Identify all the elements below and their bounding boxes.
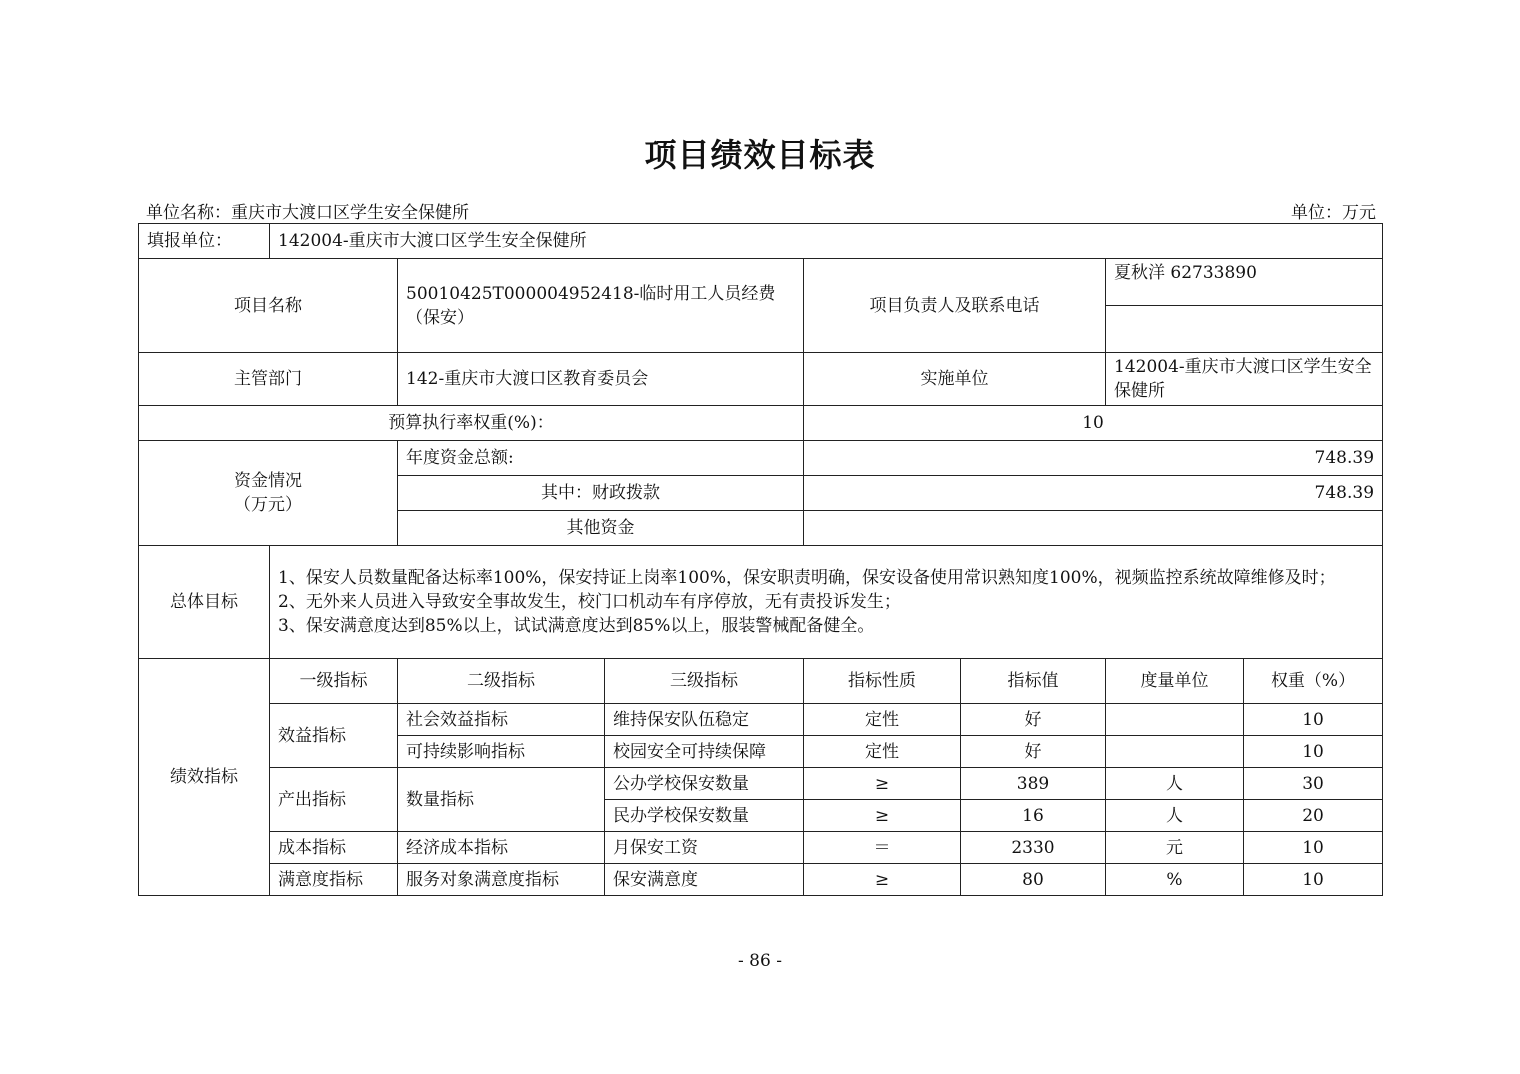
funds-label xyxy=(139,441,398,546)
row-value: 80 xyxy=(961,864,1106,896)
table-row xyxy=(139,704,1383,736)
row-l3: 月保安工资 xyxy=(605,832,804,864)
row-unit: 元 xyxy=(1106,832,1244,864)
header-nature: 指标性质 xyxy=(804,659,961,704)
contact-label: 项目负责人及联系电话 xyxy=(804,259,1106,353)
row-nature: ≥ xyxy=(804,864,961,896)
table-row xyxy=(139,832,1383,864)
dept-label: 主管部门 xyxy=(139,353,398,406)
header-value: 指标值 xyxy=(961,659,1106,704)
funds-label-text: 资金情况 xyxy=(234,471,302,491)
impl-label: 实施单位 xyxy=(804,353,1106,406)
row-l3: 保安满意度 xyxy=(605,864,804,896)
header-l3: 三级指标 xyxy=(605,659,804,704)
budget-rate-value: 10 xyxy=(804,406,1383,441)
row-l3: 公办学校保安数量 xyxy=(605,768,804,800)
row-value: 16 xyxy=(961,800,1106,832)
impl-value: 142004-重庆市大渡口区学生安全保健所 xyxy=(1106,353,1383,406)
row-unit xyxy=(1106,704,1244,736)
page-title: 项目绩效目标表 xyxy=(644,136,876,174)
table-row xyxy=(139,768,1383,800)
fiscal-value: 748.39 xyxy=(804,476,1383,511)
annual-total-value: 748.39 xyxy=(804,441,1383,476)
fill-unit-label: 填报单位： xyxy=(139,224,270,259)
row-unit: 人 xyxy=(1106,768,1244,800)
header-unit: 度量单位 xyxy=(1106,659,1244,704)
row-l1: 效益指标 xyxy=(270,704,398,768)
page-number: - 86 - xyxy=(738,951,782,971)
goal-label: 总体目标 xyxy=(139,546,270,659)
row-weight: 10 xyxy=(1244,736,1383,768)
row-nature: ≥ xyxy=(804,800,961,832)
dept-value: 142-重庆市大渡口区教育委员会 xyxy=(398,353,804,406)
row-value: 2330 xyxy=(961,832,1106,864)
row-nature: ≥ xyxy=(804,768,961,800)
row-unit xyxy=(1106,736,1244,768)
row-l3: 民办学校保安数量 xyxy=(605,800,804,832)
unit-name: 单位名称：重庆市大渡口区学生安全保健所 xyxy=(146,203,469,223)
row-l2: 可持续影响指标 xyxy=(398,736,605,768)
contact-value-2 xyxy=(1106,306,1383,353)
row-weight: 30 xyxy=(1244,768,1383,800)
project-name-label: 项目名称 xyxy=(139,259,398,353)
row-unit: % xyxy=(1106,864,1244,896)
goal-line-2: 2、无外来人员进入导致安全事故发生，校门口机动车有序停放，无有责投诉发生； xyxy=(278,592,901,612)
row-nature: ＝ xyxy=(804,832,961,864)
fill-unit-value: 142004-重庆市大渡口区学生安全保健所 xyxy=(270,224,1383,259)
goal-line-1: 1、保安人员数量配备达标率100%，保安持证上岗率100%，保安职责明确，保安设备使用常识熟知度100%，视频监控系统故障维修及时； xyxy=(278,568,1336,588)
header-l2: 二级指标 xyxy=(398,659,605,704)
row-l3: 维持保安队伍稳定 xyxy=(605,704,804,736)
perf-label: 绩效指标 xyxy=(139,659,270,896)
row-unit: 人 xyxy=(1106,800,1244,832)
goal-line-3: 3、保安满意度达到85%以上，试试满意度达到85%以上，服装警械配备健全。 xyxy=(278,616,875,636)
row-l2: 经济成本指标 xyxy=(398,832,605,864)
row-l1: 满意度指标 xyxy=(270,864,398,896)
contact-value: 夏秋洋 62733890 xyxy=(1106,259,1383,306)
row-l3: 校园安全可持续保障 xyxy=(605,736,804,768)
project-name-value: 50010425T000004952418-临时用工人员经费（保安） xyxy=(398,259,804,353)
header-weight: 权重（%） xyxy=(1244,659,1383,704)
header-l1: 一级指标 xyxy=(270,659,398,704)
row-l2: 服务对象满意度指标 xyxy=(398,864,605,896)
funds-unit-text: （万元） xyxy=(234,495,302,515)
row-nature: 定性 xyxy=(804,736,961,768)
row-l2: 数量指标 xyxy=(398,768,605,832)
fiscal-label: 其中：财政拨款 xyxy=(398,476,804,511)
row-weight: 10 xyxy=(1244,864,1383,896)
performance-table xyxy=(138,223,1383,896)
row-l1: 产出指标 xyxy=(270,768,398,832)
annual-total-label: 年度资金总额: xyxy=(398,441,804,476)
goal-content xyxy=(270,546,1383,659)
budget-rate-label: 预算执行率权重(%)： xyxy=(139,406,804,441)
table-row xyxy=(139,864,1383,896)
row-weight: 10 xyxy=(1244,704,1383,736)
other-value xyxy=(804,511,1383,546)
row-l2: 社会效益指标 xyxy=(398,704,605,736)
unit-label: 单位：万元 xyxy=(1291,203,1376,223)
row-l1: 成本指标 xyxy=(270,832,398,864)
row-value: 389 xyxy=(961,768,1106,800)
other-label: 其他资金 xyxy=(398,511,804,546)
row-nature: 定性 xyxy=(804,704,961,736)
row-weight: 10 xyxy=(1244,832,1383,864)
row-value: 好 xyxy=(961,736,1106,768)
row-weight: 20 xyxy=(1244,800,1383,832)
row-value: 好 xyxy=(961,704,1106,736)
